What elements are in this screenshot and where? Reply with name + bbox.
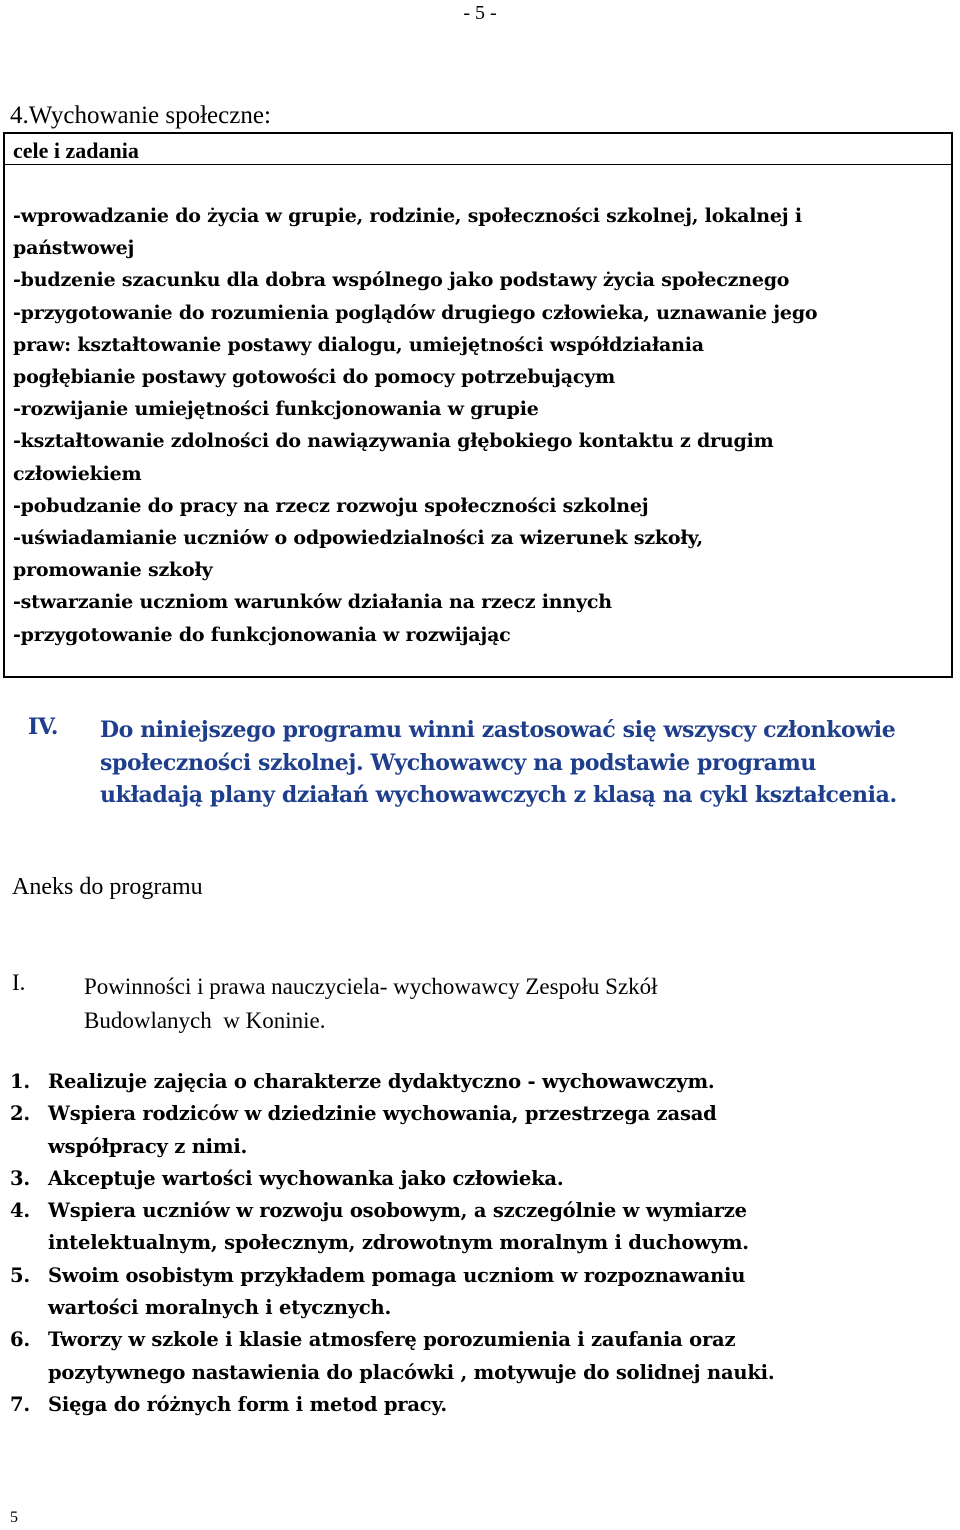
list-item — [10, 1098, 910, 1163]
list-item — [10, 1195, 910, 1260]
section-i-line: Budowlanych w Koninie. — [84, 1008, 326, 1033]
list-item-number: 3. — [10, 1166, 30, 1190]
list-item — [10, 1260, 910, 1325]
goal-line: -rozwijanie umiejętności funkcjonowania w grupie — [13, 398, 539, 421]
goal-line: praw: kształtowanie postawy dialogu, umiejętności współdziałania — [13, 333, 704, 356]
goals-box — [3, 132, 953, 678]
list-item-text: Tworzy w szkole i klasie atmosferę porozumienia i zaufania oraz — [48, 1328, 736, 1352]
goal-line: -przygotowanie do rozumienia poglądów drugiego człowieka, uznawanie jego — [13, 301, 818, 324]
list-item-number: 6. — [10, 1328, 30, 1352]
list-item-text: intelektualnym, społecznym, zdrowotnym moralnym i duchowym. — [48, 1231, 749, 1255]
list-item-number: 7. — [10, 1392, 30, 1416]
list-item-text: Akceptuje wartości wychowanka jako człowieka. — [48, 1166, 564, 1190]
list-item-number: 1. — [10, 1070, 30, 1093]
section-iv-line: Do niniejszego programu winni zastosować się wszyscy członkowie — [100, 717, 896, 743]
goal-line: człowiekiem — [13, 462, 142, 485]
section-iv-label: IV. — [28, 714, 58, 740]
section-i-label: I. — [12, 970, 26, 995]
annex-title: Aneks do programu — [12, 874, 203, 900]
goal-line: -uświadamianie uczniów o odpowiedzialności za wizerunek szkoły, — [13, 527, 703, 550]
section-i-line: Powinności i prawa nauczyciela- wychowawcy Zespołu Szkół — [84, 974, 658, 999]
goals-list — [13, 200, 943, 651]
list-item-text: Wspiera uczniów w rozwoju osobowym, a szczególnie w wymiarze — [48, 1199, 747, 1223]
goals-box-divider — [5, 164, 951, 165]
goal-line: -kształtowanie zdolności do nawiązywania głębokiego kontaktu z drugim — [13, 430, 774, 453]
page-number-top: - 5 - — [463, 2, 497, 24]
list-item-number: 2. — [10, 1102, 30, 1126]
list-item — [10, 1324, 910, 1389]
list-item-text: wartości moralnych i etycznych. — [48, 1296, 392, 1320]
goal-line: -stwarzanie uczniom warunków działania na rzecz innych — [13, 591, 612, 614]
list-item-text: Sięga do różnych form i metod pracy. — [48, 1392, 447, 1416]
list-item-number: 4. — [10, 1199, 30, 1223]
goal-line: państwowej — [13, 237, 135, 260]
list-item-number: 5. — [10, 1263, 30, 1287]
goal-line: -przygotowanie do funkcjonowania w rozwijając — [13, 623, 511, 646]
list-item — [10, 1066, 910, 1098]
section-iv-line: układają plany działań wychowawczych z klasą na cykl kształcenia. — [100, 782, 897, 808]
list-item-text: Swoim osobistym przykładem pomaga uczniom w rozpoznawaniu — [48, 1263, 746, 1287]
duties-list — [10, 1066, 910, 1421]
list-item — [10, 1163, 910, 1195]
goal-line: -budzenie szacunku dla dobra wspólnego jako podstawy życia społecznego — [13, 269, 790, 292]
goal-line: promowanie szkoły — [13, 559, 213, 582]
goal-line: -pobudzanie do pracy na rzecz rozwoju społeczności szkolnej — [13, 494, 649, 517]
section-iv-line: społeczności szkolnej. Wychowawcy na podstawie programu — [100, 749, 816, 776]
section-iv-text — [100, 714, 940, 812]
list-item-text: Realizuje zajęcia o charakterze dydaktyczno - wychowawczym. — [48, 1070, 715, 1093]
list-item — [10, 1389, 910, 1421]
goal-line: -wprowadzanie do życia w grupie, rodzinie, społeczności szkolnej, lokalnej i — [13, 205, 802, 227]
section-heading: 4.Wychowanie społeczne: — [10, 102, 271, 129]
list-item-text: Wspiera rodziców w dziedzinie wychowania, przestrzega zasad — [48, 1102, 717, 1126]
list-item-text: pozytywnego nastawienia do placówki , motywuje do solidnej nauki. — [48, 1360, 775, 1384]
goals-box-title: cele i zadania — [13, 138, 139, 163]
page-number-bottom: 5 — [10, 1509, 18, 1526]
list-item-text: współpracy z nimi. — [48, 1134, 248, 1158]
section-i-title — [84, 970, 658, 1038]
goal-line: pogłębianie postawy gotowości do pomocy potrzebującym — [13, 366, 616, 389]
